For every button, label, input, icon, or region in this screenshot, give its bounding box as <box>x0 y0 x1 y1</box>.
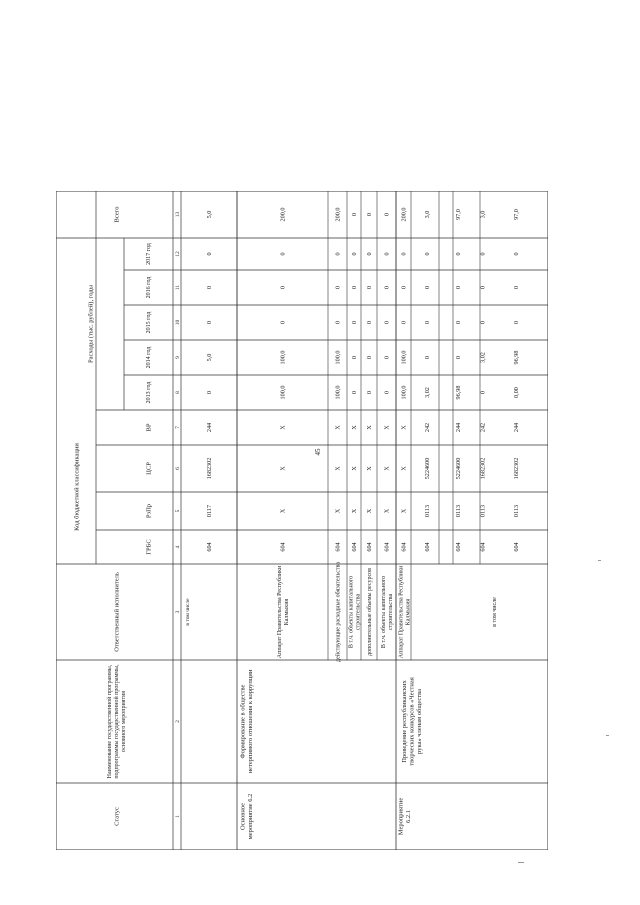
table-cell: 604 <box>279 542 287 552</box>
table-cell: 604 <box>383 542 391 552</box>
table-cell: 0 <box>383 285 391 290</box>
table-cell: 0 <box>400 252 408 256</box>
responsible-cell: дополнительные объемы ресурсов <box>367 568 374 656</box>
table-cell: 0 <box>424 355 432 360</box>
table-cell: 0 <box>455 320 463 325</box>
table-cell: 200,0 <box>400 207 408 222</box>
table-cell: 0 <box>366 390 374 395</box>
header-expenses: Расходы (тыс. рублей), годы <box>87 285 95 363</box>
table-cell: 244 <box>455 422 463 433</box>
table-cell: 3,0 <box>479 210 487 219</box>
table-cell: Х <box>400 508 408 514</box>
column-number: 11 <box>174 284 181 291</box>
table-cell: 0 <box>383 390 391 395</box>
table-cell: 0 <box>513 285 521 290</box>
table-cell: 100,0 <box>279 385 287 400</box>
status-cell: Мероприятие6.2.1 <box>397 797 413 836</box>
table-cell: Х <box>334 425 342 430</box>
table-cell: 0 <box>424 320 432 325</box>
table-cell: 244 <box>513 422 521 433</box>
name-cell: Проведение республиканскихтворческих конкурсов «Честнаярука» членам общества <box>400 677 423 766</box>
table-cell: Х <box>383 508 391 514</box>
table-cell: 0 <box>279 285 287 290</box>
responsible-cell: В т.ч. объекты капитальногостроительства <box>348 575 362 649</box>
responsible-note: в том числе <box>184 598 191 626</box>
table-cell: 604 <box>479 542 487 552</box>
table-cell: 604 <box>513 542 521 552</box>
header-year: 2016 год <box>146 276 153 299</box>
table-cell: 604 <box>206 542 214 552</box>
table-cell: 0113 <box>455 504 463 518</box>
table-cell: 0 <box>351 285 359 290</box>
header-year: 2013 год <box>146 381 153 404</box>
table-cell: 242 <box>424 422 432 433</box>
table-cell: 0117 <box>206 504 214 518</box>
table-cell: 96,98 <box>455 385 463 400</box>
table-cell: Х <box>366 508 374 514</box>
table-cell: 0 <box>206 390 214 395</box>
column-number: 8 <box>174 391 181 394</box>
table-cell: 0113 <box>479 504 487 518</box>
table-cell: 100,0 <box>334 385 342 400</box>
responsible-note: в том числе <box>492 597 499 627</box>
table-cell: Х <box>351 508 359 514</box>
table-cell: 604 <box>351 542 359 552</box>
responsible-cell: В т.ч. объекты капитальногостроительства <box>381 575 395 649</box>
table-cell: 96,98 <box>513 350 521 365</box>
column-number: 3 <box>174 610 181 614</box>
header-vr: ВР <box>145 423 153 432</box>
page-number: 45 <box>314 448 322 456</box>
table-cell: 0 <box>351 252 359 256</box>
table-cell: 0 <box>400 285 408 290</box>
table-cell: 5224600 <box>424 457 432 480</box>
table-cell: 100,0 <box>334 350 342 365</box>
header-year: 2015 год <box>146 311 153 334</box>
table-cell: 3,02 <box>424 387 432 398</box>
table-cell: 0 <box>351 212 359 217</box>
responsible-cell: Аппарат Правительства РеспубликиКалмыкия <box>398 565 412 659</box>
table-cell: 0 <box>455 355 463 360</box>
table-cell: 0 <box>424 285 432 290</box>
header-responsible: Ответственный исполнитель <box>113 572 121 652</box>
table-cell: 1682302 <box>513 457 521 480</box>
budget-table <box>56 191 548 850</box>
table-cell: 0 <box>366 355 374 360</box>
table-cell: 100,0 <box>400 385 408 400</box>
table-cell: 0113 <box>513 504 521 518</box>
column-number: 1 <box>174 815 181 818</box>
table-cell: Х <box>279 508 287 514</box>
scan-speck <box>518 862 524 863</box>
table-cell: 0 <box>206 252 214 256</box>
table-cell: 0 <box>366 252 374 256</box>
table-cell: 0 <box>351 390 359 395</box>
column-number: 6 <box>174 467 181 470</box>
table-cell: 100,0 <box>400 350 408 365</box>
table-cell: 0 <box>479 252 487 256</box>
table-cell: 5,0 <box>206 353 214 362</box>
column-number: 12 <box>174 251 181 257</box>
table-cell: 0 <box>424 252 432 256</box>
table-cell: 97,0 <box>513 209 521 220</box>
table-cell: 0 <box>455 252 463 256</box>
table-cell: 0 <box>479 320 487 325</box>
table-cell: 5,0 <box>206 210 214 219</box>
column-number: 10 <box>174 319 181 326</box>
table-cell: 200,0 <box>334 207 342 222</box>
budget-table-rotated <box>56 191 548 850</box>
table-cell: 3,02 <box>479 352 487 363</box>
table-cell: 0 <box>479 390 487 395</box>
table-cell: 0 <box>400 320 408 325</box>
column-number: 13 <box>174 211 181 218</box>
table-cell: 0 <box>351 320 359 325</box>
table-cell: 100,0 <box>279 350 287 365</box>
table-cell: 0 <box>479 285 487 290</box>
table-cell: 0 <box>206 285 214 290</box>
table-cell: Х <box>279 466 287 471</box>
table-cell: 0 <box>383 212 391 217</box>
table-cell: 0 <box>513 320 521 325</box>
column-number: 7 <box>174 426 181 429</box>
table-cell: 604 <box>366 542 374 552</box>
table-cell: Х <box>351 425 359 430</box>
table-cell: 0 <box>334 252 342 256</box>
table-cell: Х <box>334 508 342 514</box>
table-cell: 3,0 <box>424 210 432 219</box>
table-cell: Х <box>334 466 342 471</box>
table-cell: 242 <box>479 422 487 433</box>
table-cell: 0 <box>383 355 391 360</box>
header-year: 2017 год <box>146 243 153 265</box>
table-cell: Х <box>400 425 408 430</box>
table-cell: 0 <box>366 285 374 290</box>
table-cell: 0 <box>383 320 391 325</box>
table-cell: Х <box>366 425 374 430</box>
table-cell: 604 <box>424 542 432 552</box>
table-cell: Х <box>400 466 408 471</box>
column-number: 9 <box>174 356 181 359</box>
table-cell: 0 <box>279 320 287 325</box>
header-status: Статус <box>113 807 121 826</box>
table-cell: Х <box>351 466 359 471</box>
table-cell: 0 <box>334 320 342 325</box>
header-total: Всего <box>113 206 121 223</box>
table-cell: Х <box>366 466 374 471</box>
responsible-cell: Аппарат Правительства РеспубликиКалмыкия <box>277 565 291 659</box>
table-cell: 1682302 <box>206 457 214 480</box>
table-cell: Х <box>383 425 391 430</box>
table-cell: 0 <box>334 285 342 290</box>
header-rzpr: РзПр <box>145 503 153 519</box>
name-cell: Формирование в общественетерпимого отношения к коррупции <box>239 669 255 774</box>
table-body <box>56 191 548 850</box>
header-csr: ЦСР <box>145 462 153 475</box>
header-name: Наименование государственной программы,подпрограммы государственной программы,основного мероприятия <box>107 664 127 779</box>
column-number: 5 <box>174 509 181 513</box>
table-cell: 200,0 <box>279 207 287 222</box>
table-cell: 97,0 <box>455 209 463 220</box>
status-cell: Основноемероприятие 6.2 <box>239 793 255 840</box>
table-cell: 5224600 <box>455 457 463 480</box>
table-cell: 0113 <box>424 504 432 518</box>
responsible-cell: действующие расходные обязательства <box>335 562 342 662</box>
table-cell: Х <box>279 425 287 430</box>
header-grbs: ГРБС <box>145 539 153 555</box>
table-cell: 0,00 <box>513 387 521 398</box>
table-cell: 0 <box>279 252 287 256</box>
table-cell: 0 <box>455 285 463 290</box>
table-cell: 604 <box>334 542 342 552</box>
table-cell: 0 <box>206 320 214 325</box>
table-cell: 0 <box>383 252 391 256</box>
table-cell: 0 <box>366 212 374 217</box>
table-cell: 0 <box>366 320 374 325</box>
table-cell: 604 <box>400 542 408 552</box>
scan-speck <box>606 735 609 736</box>
header-year: 2014 год <box>146 346 153 369</box>
table-cell: 1682302 <box>479 457 487 480</box>
table-cell: 0 <box>513 252 521 256</box>
header-kbk: Код бюджетной классификации <box>73 443 81 531</box>
column-number: 4 <box>174 545 181 549</box>
table-cell: Х <box>383 466 391 471</box>
table-cell: 0 <box>351 355 359 360</box>
scan-speck <box>598 560 601 561</box>
table-cell: 604 <box>455 542 463 552</box>
column-number: 2 <box>174 720 181 723</box>
table-cell: 244 <box>206 422 214 433</box>
